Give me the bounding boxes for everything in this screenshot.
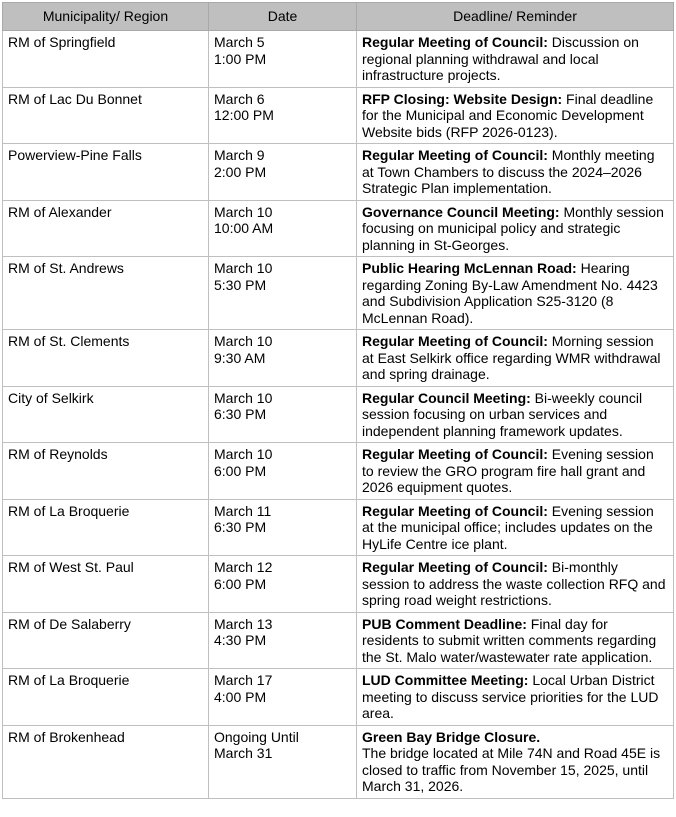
table-row xyxy=(3,386,674,443)
municipality-cell: RM of Brokenhead xyxy=(3,725,209,798)
date-text: March 10 xyxy=(214,203,273,220)
deadline-cell xyxy=(357,556,674,613)
table-row xyxy=(3,144,674,201)
reminder-body: Local Urban District meeting to discuss service priorities for the LUD area. xyxy=(362,672,659,721)
table-row xyxy=(3,669,674,726)
date-cell xyxy=(209,669,357,726)
reminder-title: RFP Closing: Website Design: xyxy=(362,90,563,107)
reminder-body: The bridge located at Mile 74N and Road 45E is closed to traffic from November 15, 2025, until March 31, 2026. xyxy=(362,745,661,794)
reminder-body: Discussion on regional planning withdrawal and local infrastructure projects. xyxy=(362,34,639,83)
reminder-body: Final day for residents to submit written comments regarding the St. Malo water/wastewater rate application. xyxy=(362,615,657,665)
date-text: March 9 xyxy=(214,147,265,163)
municipality-cell: RM of Alexander xyxy=(3,200,209,257)
table-row xyxy=(3,31,674,88)
time-text: 6:30 PM xyxy=(214,406,267,422)
reminder-body: Evening session at the municipal office; includes updates on the HyLife Centre ice plant. xyxy=(362,502,654,552)
table-row xyxy=(3,87,674,144)
date-text: March 6 xyxy=(214,90,265,107)
reminder-title: LUD Committee Meeting: xyxy=(362,672,529,688)
deadline-cell xyxy=(357,87,674,144)
date-cell xyxy=(209,257,357,330)
municipality-cell: RM of Springfield xyxy=(3,31,209,88)
reminder-body: Monthly session focusing on municipal policy and strategic planning in St-Georges. xyxy=(362,203,664,253)
header-municipality: Municipality/ Region xyxy=(3,3,209,31)
reminder-title: Regular Meeting of Council: xyxy=(362,502,548,519)
reminder-title: Regular Meeting of Council: xyxy=(362,446,548,462)
date-cell xyxy=(209,330,357,387)
date-text: March 10 xyxy=(214,446,273,462)
time-text: 4:30 PM xyxy=(214,632,267,648)
deadline-cell xyxy=(357,144,674,201)
table-header xyxy=(3,3,674,31)
municipality-cell: RM of Lac Du Bonnet xyxy=(3,87,209,144)
deadline-cell xyxy=(357,499,674,556)
date-text: March 5 xyxy=(214,34,265,50)
date-text: March 13 xyxy=(214,615,273,632)
municipality-cell: RM of St. Clements xyxy=(3,330,209,387)
reminder-title: Regular Meeting of Council: xyxy=(362,559,548,575)
date-text: March 17 xyxy=(214,672,273,688)
time-text: 6:30 PM xyxy=(214,519,267,535)
time-text: 6:00 PM xyxy=(214,462,267,479)
municipality-cell: RM of St. Andrews xyxy=(3,257,209,330)
reminder-title: Governance Council Meeting: xyxy=(362,203,560,220)
reminder-body: Morning session at East Selkirk office regarding WMR withdrawal and spring drainage. xyxy=(362,333,661,382)
reminder-title: Regular Council Meeting: xyxy=(362,389,531,406)
date-cell xyxy=(209,725,357,798)
reminder-title: Public Hearing McLennan Road: xyxy=(362,260,577,276)
time-text: 5:30 PM xyxy=(214,276,267,293)
deadline-cell xyxy=(357,200,674,257)
reminder-body: Evening session to review the GRO program fire hall grant and 2026 equipment quotes. xyxy=(362,446,654,495)
reminder-title: Green Bay Bridge Closure. xyxy=(362,728,541,745)
table-row xyxy=(3,257,674,330)
table-row xyxy=(3,499,674,556)
table-row xyxy=(3,612,674,669)
deadline-cell xyxy=(357,257,674,330)
table-row xyxy=(3,556,674,613)
time-text: 6:00 PM xyxy=(214,575,267,592)
reminder-body: Final deadline for the Municipal and Economic Development Website bids (RFP 2026-0123). xyxy=(362,90,654,140)
table-row xyxy=(3,200,674,257)
deadline-cell xyxy=(357,669,674,726)
table-body xyxy=(3,31,674,799)
reminder-body: Bi-monthly session to address the waste collection RFQ and spring road weight restrictions. xyxy=(362,559,666,608)
date-cell xyxy=(209,556,357,613)
time-text: 4:00 PM xyxy=(214,688,267,705)
time-text: 12:00 PM xyxy=(214,107,274,123)
municipality-cell: RM of La Broquerie xyxy=(3,669,209,726)
time-text: March 31 xyxy=(214,745,273,761)
deadline-cell xyxy=(357,386,674,443)
municipality-cell: City of Selkirk xyxy=(3,386,209,443)
date-text: March 10 xyxy=(214,260,273,276)
time-text: 9:30 AM xyxy=(214,349,266,366)
date-cell xyxy=(209,499,357,556)
deadline-cell xyxy=(357,31,674,88)
municipality-cell: RM of De Salaberry xyxy=(3,612,209,669)
time-text: 1:00 PM xyxy=(214,50,267,67)
date-text: March 11 xyxy=(214,502,272,519)
deadline-cell xyxy=(357,612,674,669)
date-text: Ongoing Until xyxy=(214,728,299,745)
header-deadline: Deadline/ Reminder xyxy=(357,3,674,31)
date-cell xyxy=(209,144,357,201)
date-cell xyxy=(209,386,357,443)
date-text: March 12 xyxy=(214,559,273,575)
municipality-cell: RM of West St. Paul xyxy=(3,556,209,613)
reminder-title: PUB Comment Deadline: xyxy=(362,615,527,632)
reminder-title: Regular Meeting of Council: xyxy=(362,147,548,163)
time-text: 10:00 AM xyxy=(214,220,274,236)
reminder-body: Monthly meeting at Town Chambers to discuss the 2024–2026 Strategic Plan implementation. xyxy=(362,147,655,196)
reminder-title: Regular Meeting of Council: xyxy=(362,34,548,50)
reminder-table xyxy=(2,2,674,799)
table-row xyxy=(3,330,674,387)
municipality-cell: Powerview-Pine Falls xyxy=(3,144,209,201)
municipality-cell: RM of La Broquerie xyxy=(3,499,209,556)
date-text: March 10 xyxy=(214,389,273,406)
date-cell xyxy=(209,200,357,257)
table-row xyxy=(3,443,674,500)
municipality-cell: RM of Reynolds xyxy=(3,443,209,500)
header-date: Date xyxy=(209,3,357,31)
date-cell xyxy=(209,443,357,500)
reminder-title: Regular Meeting of Council: xyxy=(362,333,548,349)
time-text: 2:00 PM xyxy=(214,163,267,180)
deadline-cell xyxy=(357,725,674,798)
deadline-cell xyxy=(357,330,674,387)
date-cell xyxy=(209,31,357,88)
reminder-body: Hearing regarding Zoning By-Law Amendment No. 4423 and Subdivision Application S25-3120 (8 McLennan Road). xyxy=(362,260,658,326)
reminder-body: Bi-weekly council session focusing on urban services and independent planning framework updates. xyxy=(362,389,643,439)
date-cell xyxy=(209,87,357,144)
date-cell xyxy=(209,612,357,669)
table-row xyxy=(3,725,674,798)
date-text: March 10 xyxy=(214,333,273,349)
header-row xyxy=(3,3,674,31)
deadline-cell xyxy=(357,443,674,500)
